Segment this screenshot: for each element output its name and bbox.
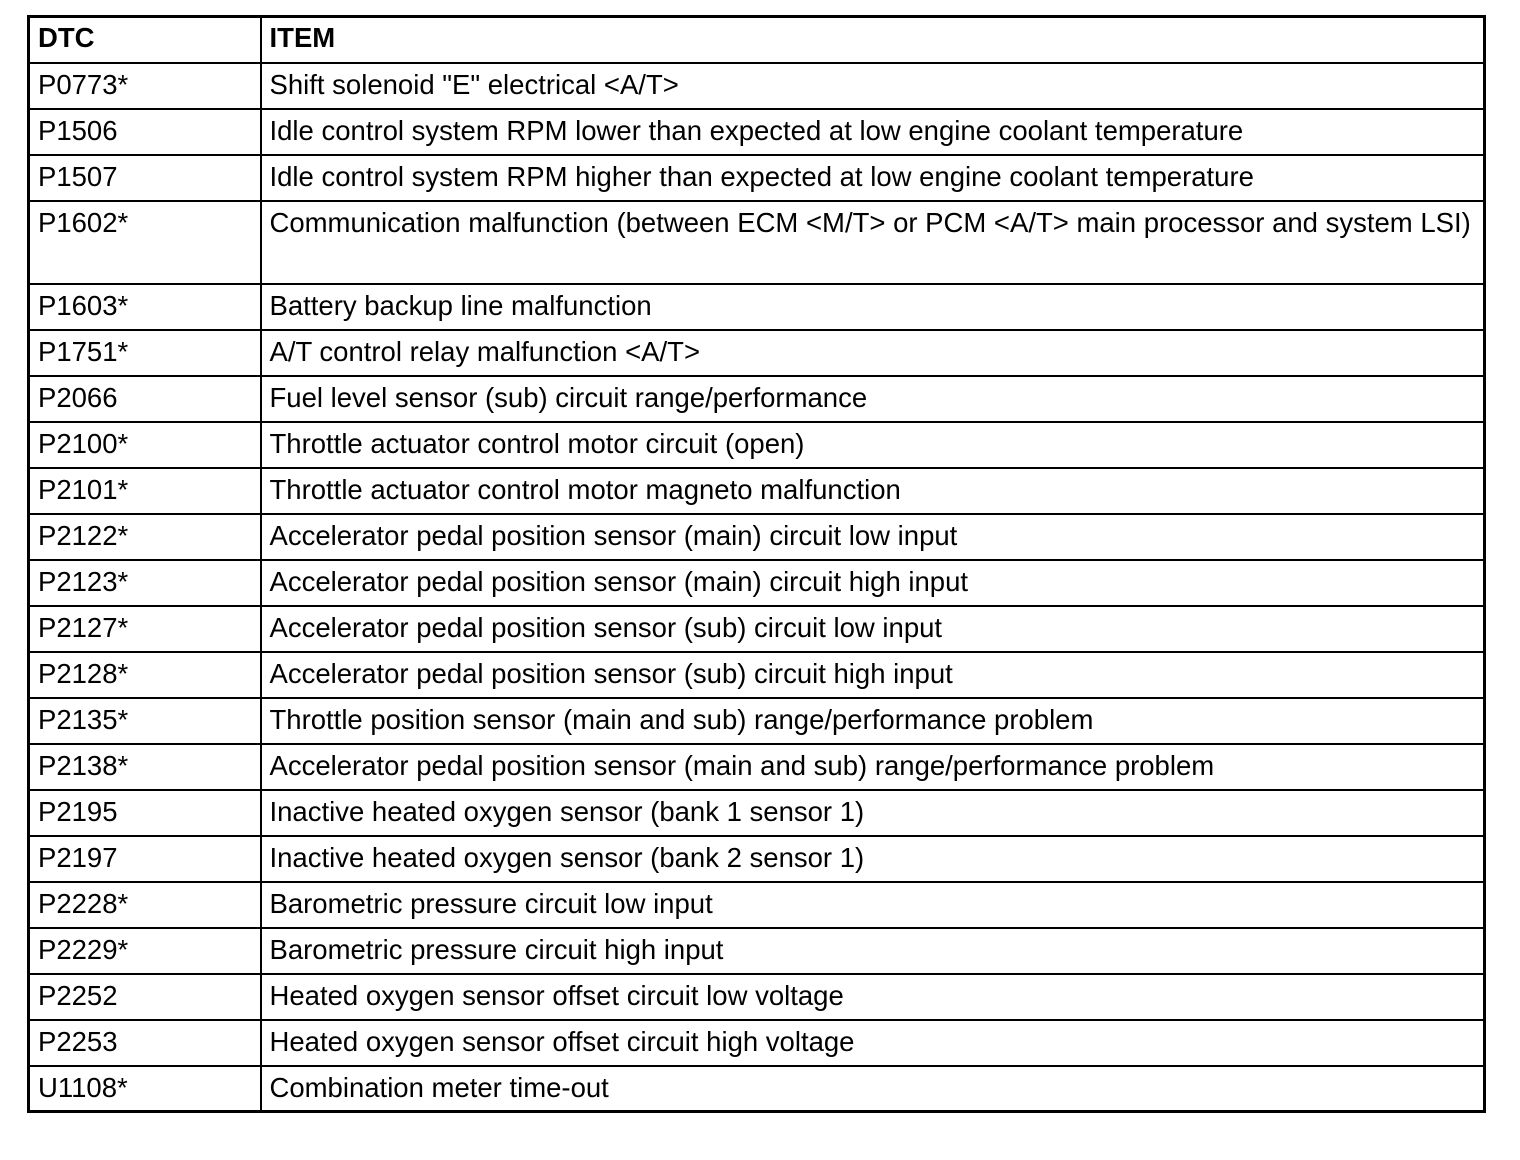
dtc-code: U1108* <box>29 1066 261 1112</box>
dtc-description: A/T control relay malfunction <A/T> <box>261 330 1485 376</box>
table-row <box>29 1066 1485 1112</box>
dtc-description: Communication malfunction (between ECM <M/T> or PCM <A/T> main processor and system LSI) <box>261 201 1485 284</box>
dtc-code: P2100* <box>29 422 261 468</box>
dtc-description: Accelerator pedal position sensor (main) circuit high input <box>261 560 1485 606</box>
dtc-code: P2195 <box>29 790 261 836</box>
dtc-description: Inactive heated oxygen sensor (bank 2 sensor 1) <box>261 836 1485 882</box>
dtc-code: P2123* <box>29 560 261 606</box>
table-row <box>29 109 1485 155</box>
table-row <box>29 974 1485 1020</box>
dtc-description: Accelerator pedal position sensor (sub) circuit high input <box>261 652 1485 698</box>
header-item: ITEM <box>261 17 1485 63</box>
dtc-description: Throttle position sensor (main and sub) range/performance problem <box>261 698 1485 744</box>
table-row <box>29 468 1485 514</box>
dtc-description: Battery backup line malfunction <box>261 284 1485 330</box>
table-row <box>29 63 1485 109</box>
dtc-description: Idle control system RPM lower than expected at low engine coolant temperature <box>261 109 1485 155</box>
table-row <box>29 201 1485 284</box>
dtc-description: Throttle actuator control motor circuit (open) <box>261 422 1485 468</box>
dtc-description: Accelerator pedal position sensor (main) circuit low input <box>261 514 1485 560</box>
dtc-code: P2127* <box>29 606 261 652</box>
dtc-code: P2135* <box>29 698 261 744</box>
dtc-code: P0773* <box>29 63 261 109</box>
dtc-description: Heated oxygen sensor offset circuit low voltage <box>261 974 1485 1020</box>
table-row <box>29 560 1485 606</box>
dtc-code: P2122* <box>29 514 261 560</box>
dtc-code: P1506 <box>29 109 261 155</box>
table-row <box>29 928 1485 974</box>
dtc-description: Inactive heated oxygen sensor (bank 1 sensor 1) <box>261 790 1485 836</box>
dtc-code: P2197 <box>29 836 261 882</box>
table-row <box>29 698 1485 744</box>
table-row <box>29 422 1485 468</box>
table-row <box>29 836 1485 882</box>
dtc-description: Throttle actuator control motor magneto malfunction <box>261 468 1485 514</box>
dtc-description: Barometric pressure circuit low input <box>261 882 1485 928</box>
dtc-code: P2128* <box>29 652 261 698</box>
dtc-description: Accelerator pedal position sensor (main and sub) range/performance problem <box>261 744 1485 790</box>
dtc-description: Fuel level sensor (sub) circuit range/performance <box>261 376 1485 422</box>
dtc-description: Barometric pressure circuit high input <box>261 928 1485 974</box>
dtc-description: Idle control system RPM higher than expected at low engine coolant temperature <box>261 155 1485 201</box>
dtc-code: P2138* <box>29 744 261 790</box>
table-body <box>29 63 1485 1112</box>
table-row <box>29 606 1485 652</box>
table-row <box>29 882 1485 928</box>
header-dtc: DTC <box>29 17 261 63</box>
table-row <box>29 790 1485 836</box>
dtc-code: P2252 <box>29 974 261 1020</box>
dtc-code: P2229* <box>29 928 261 974</box>
dtc-code: P1603* <box>29 284 261 330</box>
table-row <box>29 652 1485 698</box>
dtc-description: Combination meter time-out <box>261 1066 1485 1112</box>
dtc-code: P1507 <box>29 155 261 201</box>
table-row <box>29 330 1485 376</box>
table-row <box>29 1020 1485 1066</box>
dtc-description: Heated oxygen sensor offset circuit high voltage <box>261 1020 1485 1066</box>
table-row <box>29 376 1485 422</box>
dtc-code: P1602* <box>29 201 261 284</box>
dtc-code: P2101* <box>29 468 261 514</box>
dtc-code: P2228* <box>29 882 261 928</box>
dtc-code: P1751* <box>29 330 261 376</box>
table-row <box>29 744 1485 790</box>
dtc-description: Accelerator pedal position sensor (sub) circuit low input <box>261 606 1485 652</box>
header-row <box>29 17 1485 63</box>
table-row <box>29 284 1485 330</box>
dtc-code: P2066 <box>29 376 261 422</box>
dtc-table <box>27 15 1486 1113</box>
table-row <box>29 514 1485 560</box>
dtc-code: P2253 <box>29 1020 261 1066</box>
dtc-description: Shift solenoid "E" electrical <A/T> <box>261 63 1485 109</box>
table-row <box>29 155 1485 201</box>
